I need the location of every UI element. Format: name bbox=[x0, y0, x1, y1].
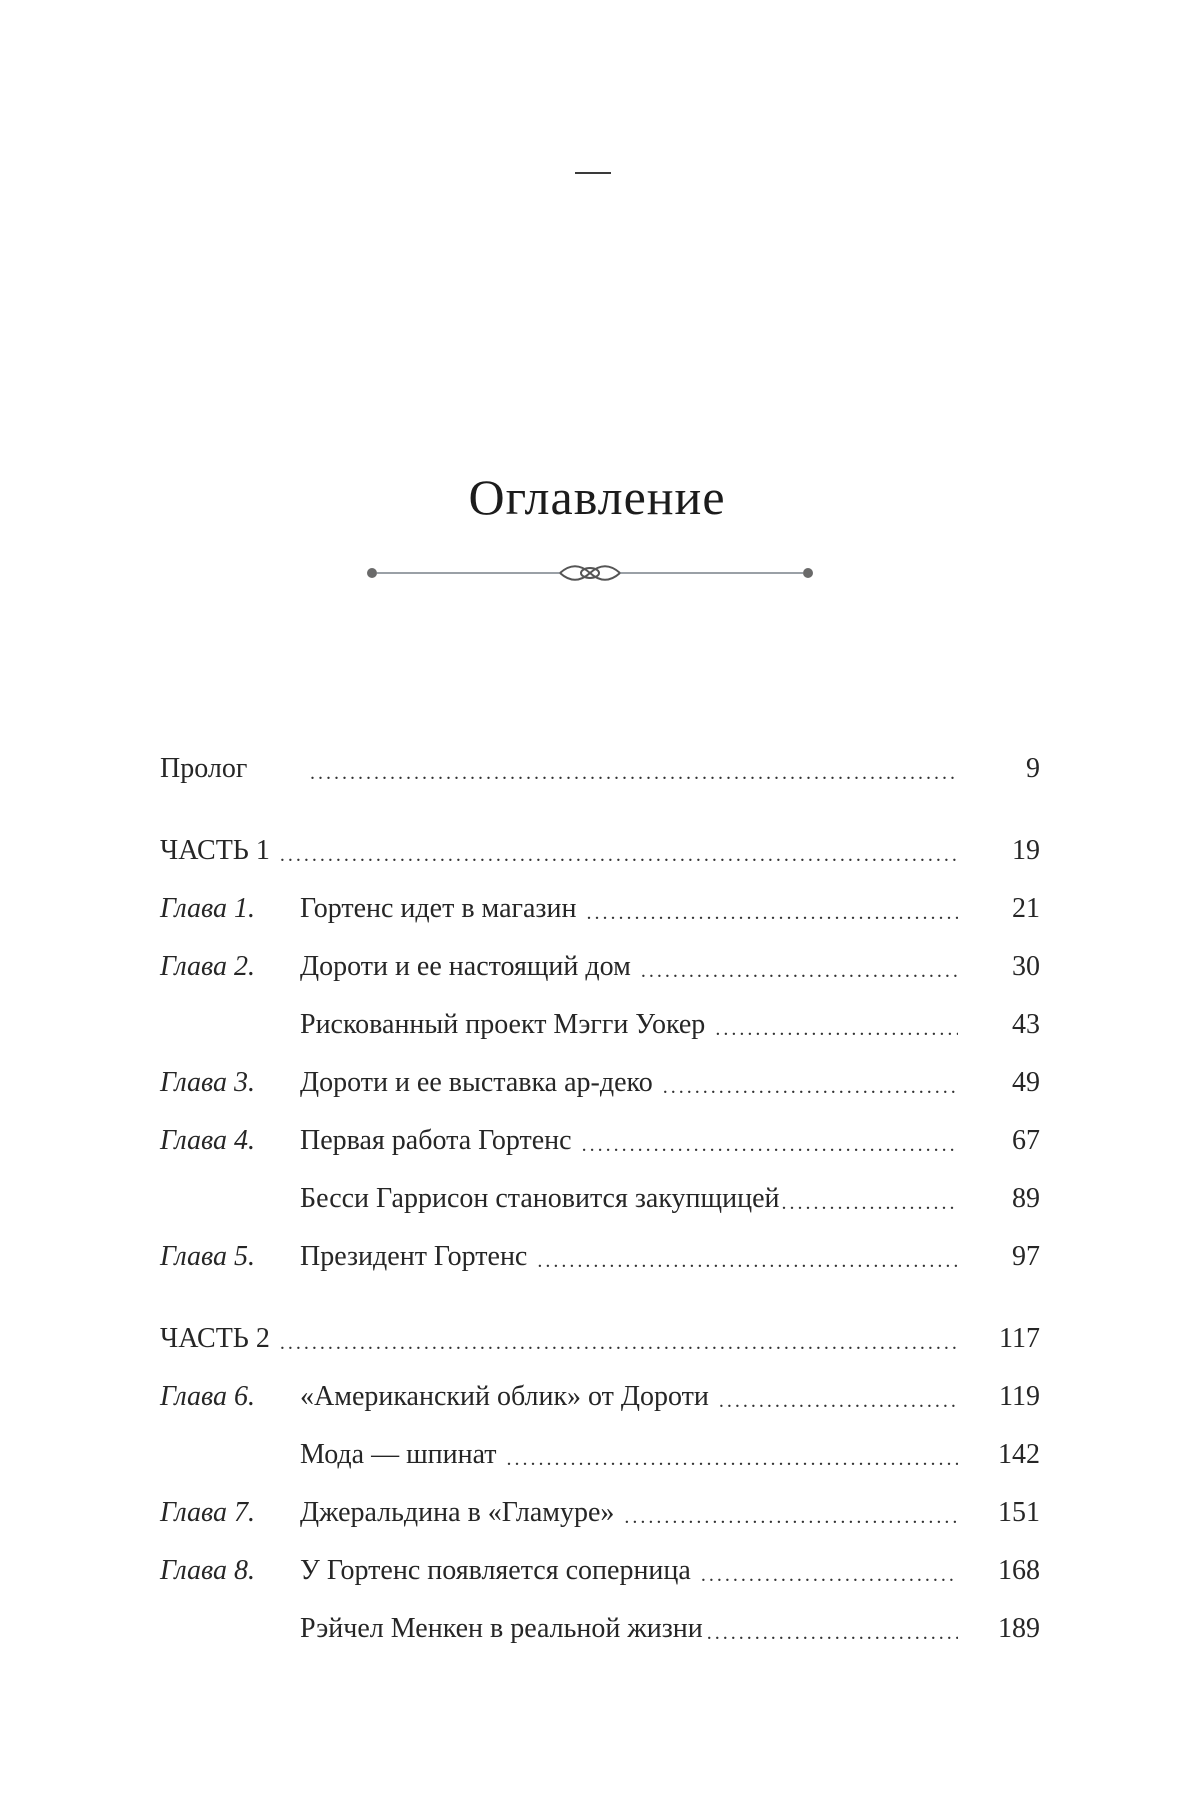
toc-entry-title: Дороти и ее настоящий дом bbox=[300, 951, 641, 983]
toc-entry-section[interactable] bbox=[160, 1170, 1040, 1228]
toc-page-number: 9 bbox=[1026, 753, 1040, 784]
toc-entry-chapter-6[interactable] bbox=[160, 1368, 1040, 1426]
toc-page-number: 168 bbox=[998, 1555, 1040, 1586]
dot-leader bbox=[715, 1011, 958, 1039]
toc-entry-title: Рэйчел Менкен в реальной жизни bbox=[300, 1613, 707, 1645]
toc-part-title: ЧАСТЬ 2 bbox=[160, 1323, 280, 1355]
dot-leader bbox=[719, 1383, 958, 1411]
chapter-label: Глава 2. bbox=[160, 951, 255, 982]
chapter-label: Глава 5. bbox=[160, 1241, 255, 1272]
dot-leader bbox=[582, 1127, 958, 1155]
toc-entry-title: Мода — шпинат bbox=[300, 1439, 507, 1471]
chapter-label: Глава 8. bbox=[160, 1555, 255, 1586]
toc-entry-title: Джеральдина в «Гламуре» bbox=[300, 1497, 624, 1529]
dot-leader bbox=[310, 755, 958, 783]
dot-leader bbox=[537, 1243, 958, 1271]
table-of-contents bbox=[160, 740, 1040, 1658]
toc-entry-title: Президент Гортенс bbox=[300, 1241, 537, 1273]
top-decorative-dash bbox=[575, 172, 611, 174]
dot-leader bbox=[707, 1615, 958, 1643]
toc-page-number: 19 bbox=[1012, 835, 1040, 866]
toc-entry-title: Гортенс идет в магазин bbox=[300, 893, 586, 925]
toc-entry-section[interactable] bbox=[160, 996, 1040, 1054]
dot-leader bbox=[641, 953, 958, 981]
toc-entry-chapter-1[interactable] bbox=[160, 880, 1040, 938]
toc-page-number: 97 bbox=[1012, 1241, 1040, 1272]
chapter-label: Глава 1. bbox=[160, 893, 255, 924]
toc-entry-chapter-4[interactable] bbox=[160, 1112, 1040, 1170]
dot-leader bbox=[280, 1325, 958, 1353]
toc-entry-chapter-8[interactable] bbox=[160, 1542, 1040, 1600]
ornament-divider-icon bbox=[360, 560, 820, 586]
toc-page-number: 67 bbox=[1012, 1125, 1040, 1156]
toc-entry-title: «Американский облик» от Дороти bbox=[300, 1381, 719, 1413]
chapter-label: Глава 7. bbox=[160, 1497, 255, 1528]
toc-entry-section[interactable] bbox=[160, 1426, 1040, 1484]
toc-entry-title: Пролог bbox=[160, 753, 310, 785]
page-title: Оглавление bbox=[468, 469, 726, 525]
toc-page-number: 117 bbox=[999, 1323, 1040, 1354]
toc-page-number: 119 bbox=[999, 1381, 1040, 1412]
dot-leader bbox=[280, 837, 958, 865]
toc-page-number: 43 bbox=[1012, 1009, 1040, 1040]
dot-leader bbox=[507, 1441, 958, 1469]
toc-page-number: 189 bbox=[998, 1613, 1040, 1644]
toc-page-number: 21 bbox=[1012, 893, 1040, 924]
toc-part-title: ЧАСТЬ 1 bbox=[160, 835, 280, 867]
toc-entry-chapter-3[interactable] bbox=[160, 1054, 1040, 1112]
toc-entry-title: Бесси Гаррисон становится закупщицей bbox=[300, 1183, 780, 1214]
toc-page-number: 151 bbox=[998, 1497, 1040, 1528]
toc-entry-prologue[interactable] bbox=[160, 740, 1040, 798]
chapter-label: Глава 4. bbox=[160, 1125, 255, 1156]
toc-page-number: 142 bbox=[998, 1439, 1040, 1470]
toc-entry-part-1[interactable] bbox=[160, 822, 1040, 880]
toc-entry-title: Рискованный проект Мэгги Уокер bbox=[300, 1009, 715, 1041]
dot-leader bbox=[701, 1557, 958, 1585]
toc-entry-part-2[interactable] bbox=[160, 1310, 1040, 1368]
toc-page-number: 49 bbox=[1012, 1067, 1040, 1098]
dot-leader bbox=[782, 1185, 959, 1213]
toc-entry-title: Первая работа Гортенс bbox=[300, 1125, 582, 1157]
toc-entry-title: У Гортенс появляется соперница bbox=[300, 1555, 701, 1587]
toc-page-number: 89 bbox=[1012, 1183, 1040, 1214]
toc-entry-chapter-2[interactable] bbox=[160, 938, 1040, 996]
toc-entry-section[interactable] bbox=[160, 1600, 1040, 1658]
toc-entry-chapter-7[interactable] bbox=[160, 1484, 1040, 1542]
dot-leader bbox=[624, 1499, 958, 1527]
toc-page-number: 30 bbox=[1012, 951, 1040, 982]
toc-entry-chapter-5[interactable] bbox=[160, 1228, 1040, 1286]
dot-leader bbox=[586, 895, 958, 923]
toc-entry-title: Дороти и ее выставка ар-деко bbox=[300, 1067, 663, 1099]
chapter-label: Глава 6. bbox=[160, 1381, 255, 1412]
chapter-label: Глава 3. bbox=[160, 1067, 255, 1098]
dot-leader bbox=[663, 1069, 958, 1097]
